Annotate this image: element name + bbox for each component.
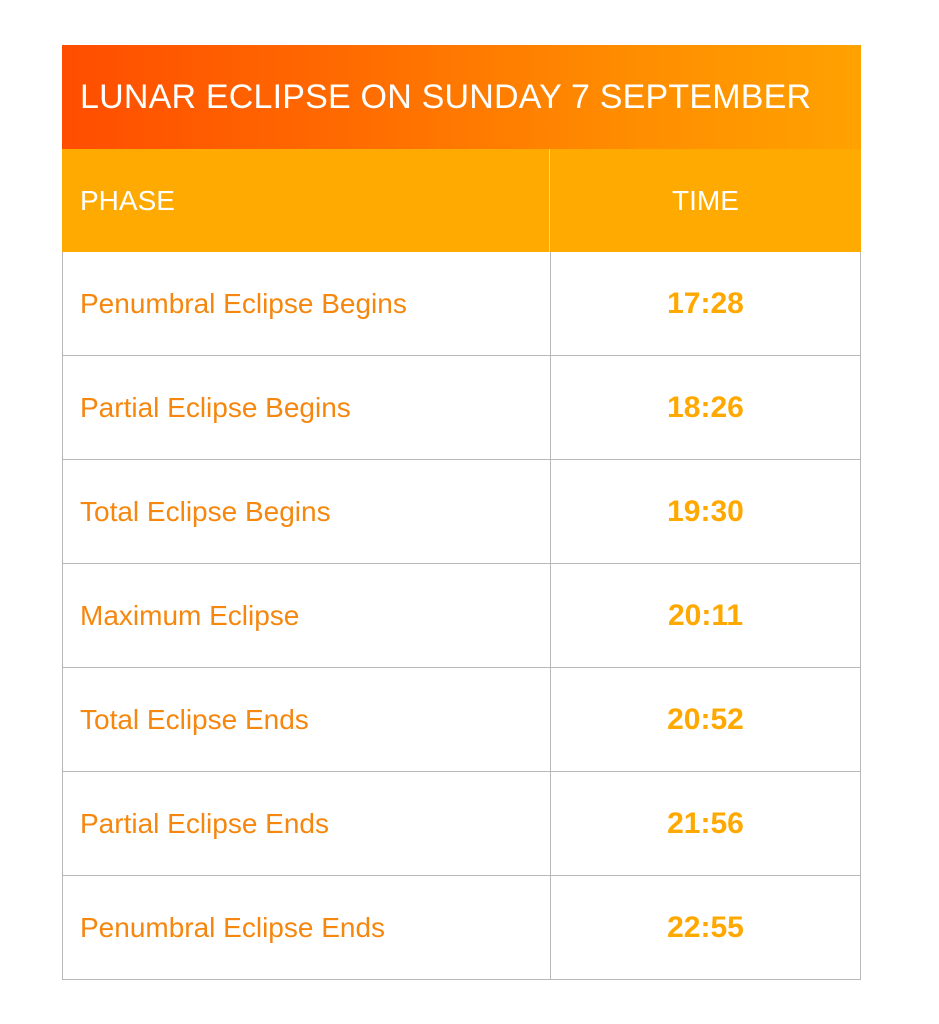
table-row	[62, 876, 861, 980]
time-cell: 18:26	[667, 390, 744, 424]
table-row	[62, 772, 861, 876]
time-cell: 20:11	[667, 598, 744, 632]
time-cell: 22:55	[667, 910, 744, 944]
phase-cell: Total Eclipse Ends	[63, 668, 551, 771]
phase-cell: Penumbral Eclipse Begins	[63, 252, 551, 355]
phase-cell: Partial Eclipse Begins	[63, 356, 551, 459]
phase-cell: Partial Eclipse Ends	[63, 772, 551, 875]
eclipse-timetable	[62, 45, 861, 980]
table-row	[62, 460, 861, 564]
time-cell: 19:30	[667, 494, 744, 528]
column-header-phase: PHASE	[62, 149, 550, 252]
phase-cell: Penumbral Eclipse Ends	[63, 876, 551, 979]
time-cell: 17:28	[667, 286, 744, 320]
column-header-time: TIME	[672, 184, 739, 216]
table-title: LUNAR ECLIPSE ON SUNDAY 7 SEPTEMBER	[62, 45, 861, 149]
time-cell: 21:56	[667, 806, 744, 840]
table-row	[62, 356, 861, 460]
table-row	[62, 668, 861, 772]
time-cell: 20:52	[667, 702, 744, 736]
table-header-row	[62, 149, 861, 252]
table-row	[62, 564, 861, 668]
table-row	[62, 252, 861, 356]
phase-cell: Total Eclipse Begins	[63, 460, 551, 563]
phase-cell: Maximum Eclipse	[63, 564, 551, 667]
